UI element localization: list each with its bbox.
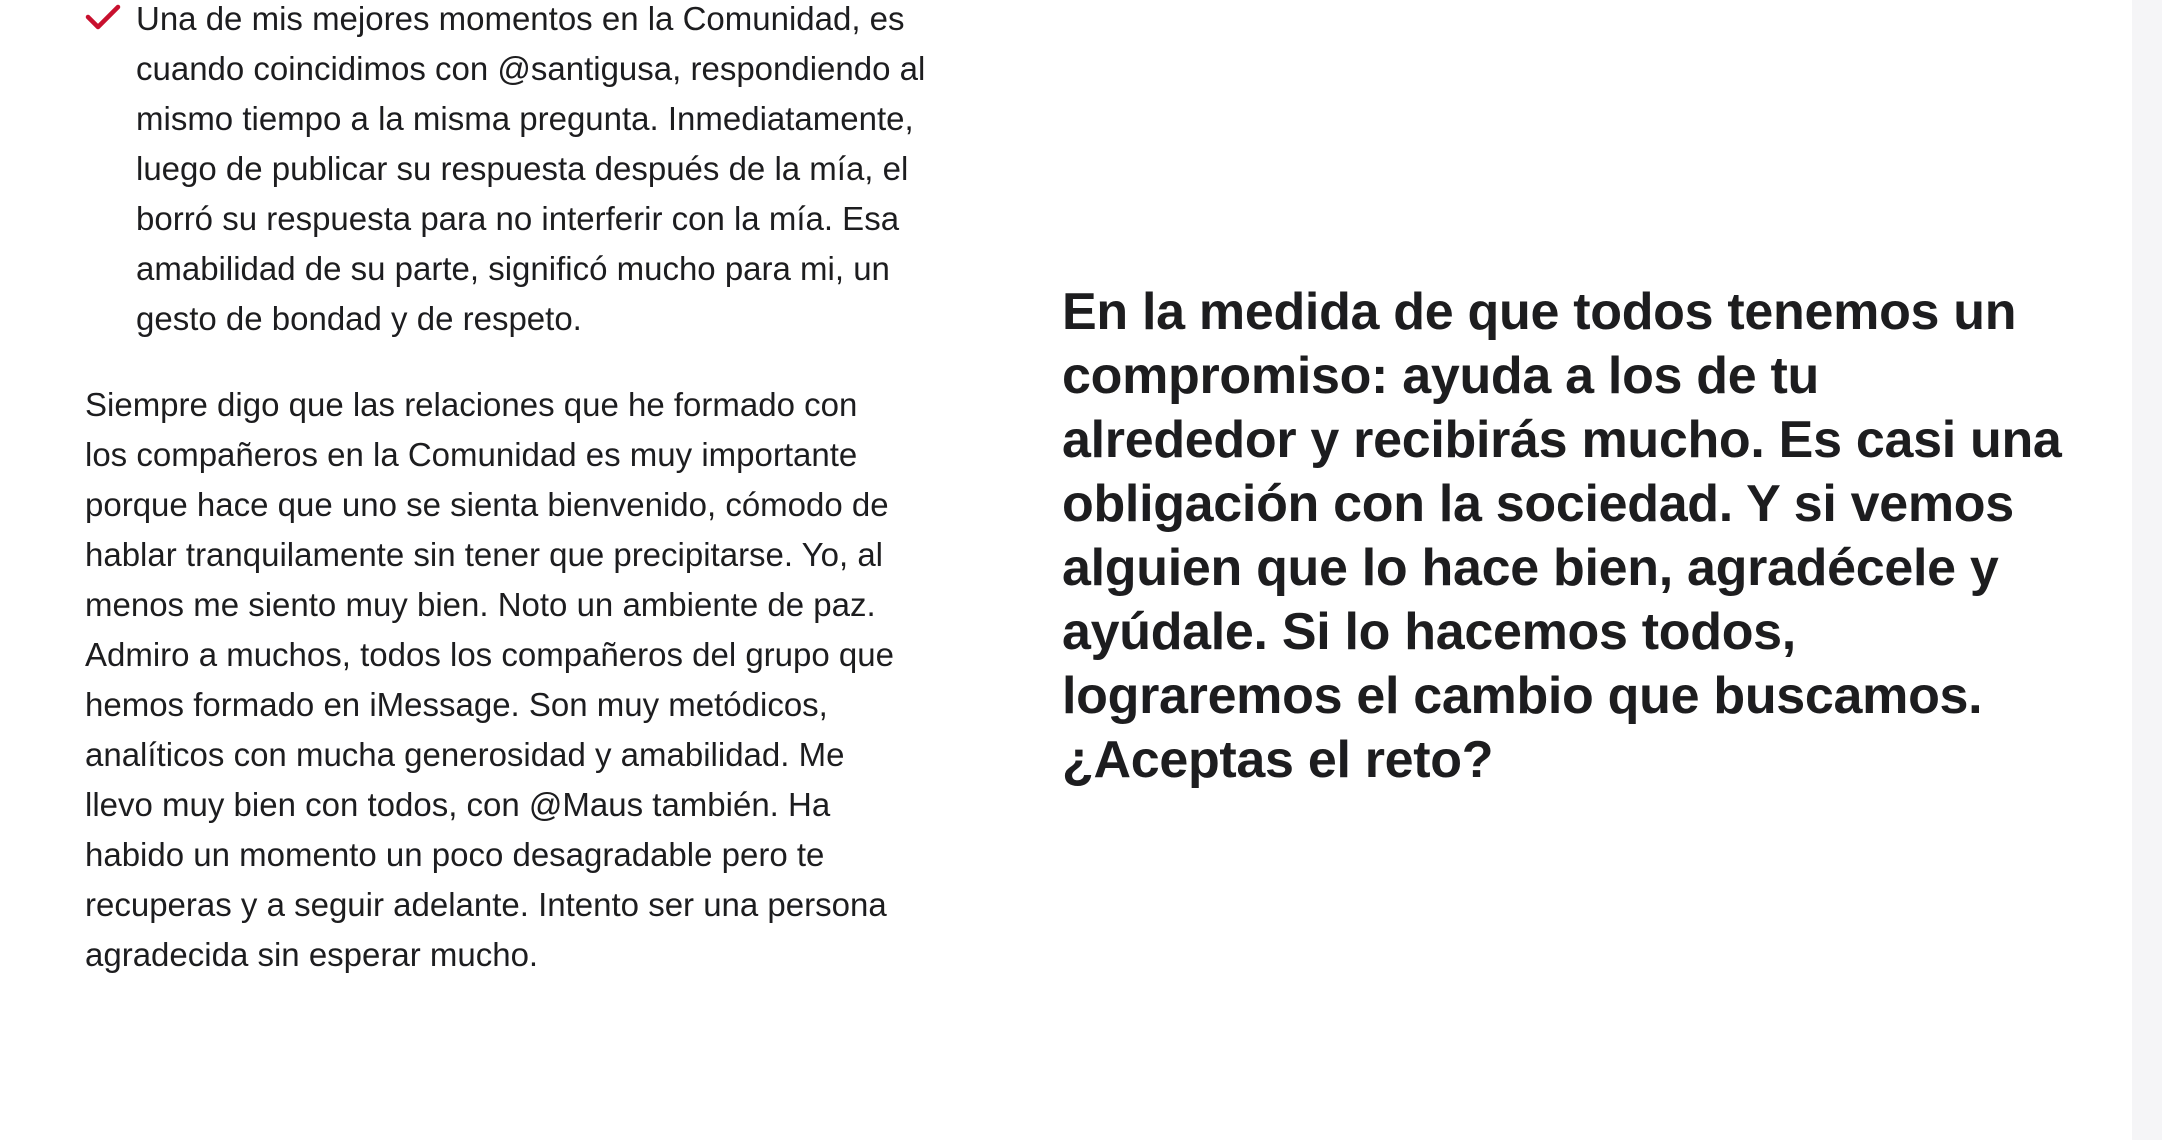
- checklist-item: [85, 0, 926, 344]
- check-icon: [85, 2, 121, 32]
- checklist-item-text: Una de mis mejores momentos en la Comunidad, es cuando coincidimos con @santigusa, respondiendo al mismo tiempo a la misma pregunta. Inmediatamente, luego de publicar su respuesta después de la mía, el borró su respuesta para no interferir con la mía. Esa amabilidad de su parte, significó mucho para mi, un gesto de bondad y de respeto.: [136, 0, 926, 337]
- article-left-column: [85, 0, 926, 980]
- pull-quote: En la medida de que todos tenemos un compromiso: ayuda a los de tu alrededor y recibirás mucho. Es casi una obligación con la sociedad. Y si vemos alguien que lo hace bien, agradécele y ayúdale. Si lo hacemos todos, lograremos el cambio que buscamos. ¿Aceptas el reto?: [1062, 283, 2062, 789]
- scrollbar-track[interactable]: [2132, 0, 2162, 1140]
- body-paragraph: Siempre digo que las relaciones que he formado con los compañeros en la Comunidad es muy importante porque hace que uno se sienta bienvenido, cómodo de hablar tranquilamente sin tener que precipitarse. Yo, al menos me siento muy bien. Noto un ambiente de paz. Admiro a muchos, todos los compañeros del grupo que hemos formado en iMessage. Son muy metódicos, analíticos con mucha generosidad y amabilidad. Me llevo muy bien con todos, con @Maus también. Ha habido un momento un poco desagradable pero te recuperas y a seguir adelante. Intento ser una persona agradecida sin esperar mucho.: [85, 386, 894, 973]
